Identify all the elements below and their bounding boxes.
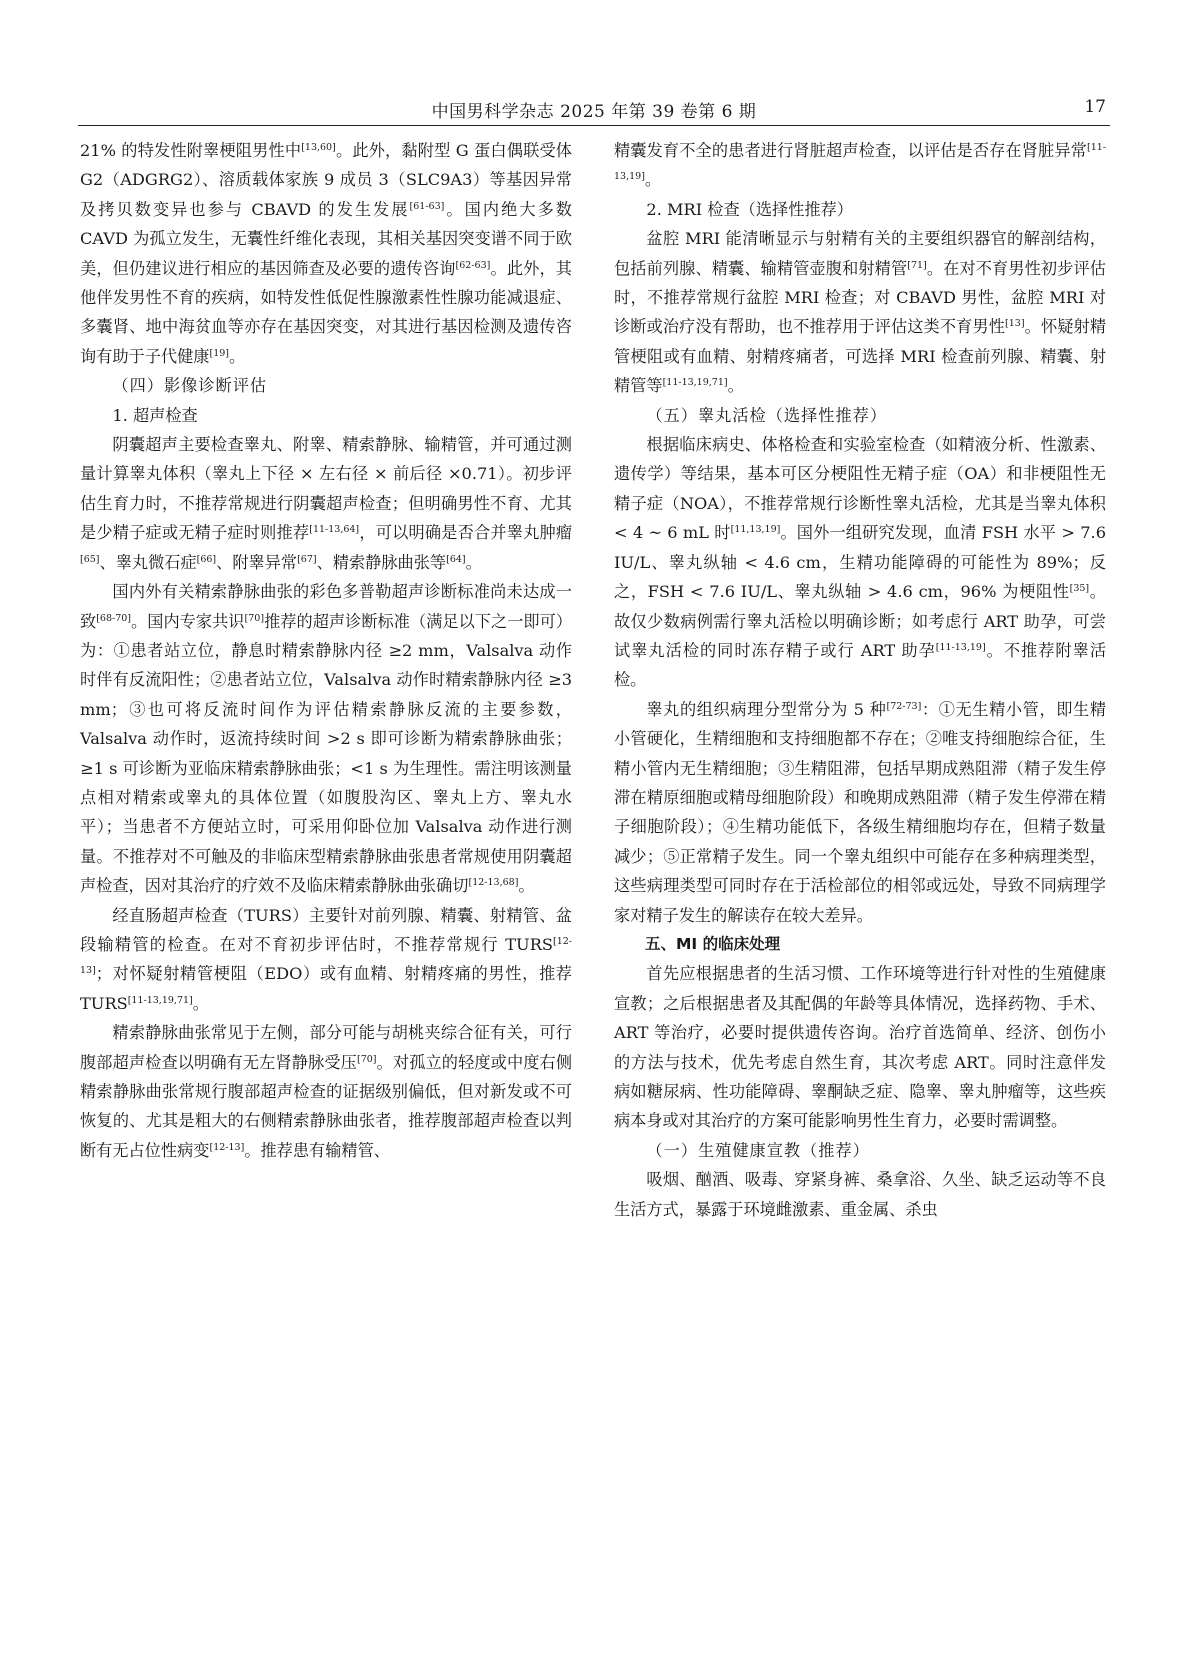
text-run: 。国外一组研究发现，血清 FSH 水平 > 7.6 IU/L、睾丸纵轴 < 4.6 cm，生精功能障碍的可能性为 89%；反之，FSH < 7.6 IU/L、睾丸纵轴 > 4.6 cm，96% 为梗阻性 [614, 523, 1106, 602]
paragraph [614, 136, 1106, 195]
paragraph [80, 1018, 572, 1165]
paragraph [614, 1165, 1106, 1224]
text-run: 。 [192, 993, 209, 1013]
citation-ref: [19] [209, 347, 230, 359]
citation-ref: [11-13,19,71] [662, 377, 728, 389]
text-run: （五）睾丸活检（选择性推荐） [646, 405, 888, 425]
text-run: 盆腔 MRI 能清晰显示与射精有关的主要组织器官的解剖结构，包括前列腺、精囊、输精管壶腹和射精管 [614, 229, 1106, 278]
text-run: 睾丸的组织病理分型常分为 5 种 [646, 699, 887, 719]
text-run: 、附睾异常 [216, 552, 298, 572]
text-run: 。 [518, 876, 535, 896]
citation-ref: [66] [196, 553, 217, 565]
citation-ref: [12-13] [80, 935, 572, 977]
text-run: 。此外，黏附型 G 蛋白偶联受体 G2（ADGRG2）、溶质载体家族 9 成员 3（SLC9A3）等基因异常及拷贝数变异也参与 CBAVD 的发生发展 [80, 141, 572, 219]
citation-ref: [12-13] [209, 1141, 245, 1153]
citation-ref: [11-13,19] [935, 641, 986, 653]
text-run: 21% 的特发性附睾梗阻男性中 [80, 141, 302, 160]
text-run: ，可以明确是否合并睾丸肿瘤 [359, 523, 573, 543]
section-heading [614, 1136, 1106, 1165]
text-run: 。国内专家共识 [131, 611, 245, 631]
text-run: （四）影像诊断评估 [112, 376, 268, 396]
citation-ref: [71] [907, 259, 927, 271]
citation-ref: [62-63] [455, 259, 491, 271]
citation-ref: [70] [356, 1053, 377, 1065]
paragraph [614, 695, 1106, 930]
journal-title: 中国男科学杂志 2025 年第 39 卷第 6 期 [431, 102, 757, 122]
citation-ref: [68-70] [96, 612, 132, 624]
text-run: 经直肠超声检查（TURS）主要针对前列腺、精囊、射精管、盆段输精管的检查。在对不育初步评估时，不推荐常规行 TURS [80, 905, 572, 954]
text-run: 精囊发育不全的患者进行肾脏超声检查，以评估是否存在肾脏异常 [614, 141, 1087, 160]
text-run: 、精索静脉曲张等 [316, 552, 447, 572]
paragraph [614, 430, 1106, 695]
paragraph [80, 430, 572, 577]
text-run: ；对怀疑射精管梗阻（EDO）或有血精、射精疼痛的男性，推荐 TURS [80, 964, 572, 1013]
right-column [614, 136, 1106, 1224]
text-run: 推荐的超声诊断标准（满足以下之一即可）为：①患者站立位，静息时精索静脉内径 ≥2 mm，Valsalva 动作时伴有反流阳性；②患者站立位，Valsalva 动作时精索静脉内径 ≥3 mm；③也可将反流时间作为评估精索静脉反流的主要参数，Valsalva 动作时，返流持续时间 >2 s 即可诊断为精索静脉曲张；≥1 s 可诊断为亚临床精索静脉曲张；<1 s 为生理性。需注明该测量点相对精索或睾丸的具体位置（如腹股沟区、睾丸上方、睾丸水平）；当患者不方便站立时，可采用仰卧位加 Valsalva 动作进行测量。不推荐对不可触及的非临床型精索静脉曲张患者常规使用阴囊超声检查，因对其治疗的疗效不及临床精索静脉曲张确切 [80, 611, 573, 896]
text-run: 。对孤立的轻度或中度右侧精索静脉曲张常规行腹部超声检查的证据级别偏低，但对新发或不可恢复的、尤其是粗大的右侧精索静脉曲张者，推荐腹部超声检查以判断有无占位性病变 [80, 1052, 573, 1160]
section-heading [80, 371, 572, 400]
citation-ref: [11-13,64] [309, 524, 360, 536]
paragraph [80, 136, 572, 371]
text-run: ：①无生精小管，即生精小管硬化，生精细胞和支持细胞都不存在；②唯支持细胞综合征，生精小管内无生精细胞；③生精阻滞，包括早期成熟阻滞（精子发生停滞在精原细胞或精母细胞阶段）和晚期成熟阻滞（精子发生停滞在精子细胞阶段）；④生精功能低下，各级生精细胞均存在，但精子数量减少；⑤正常精子发生。同一个睾丸组织中可能存在多种病理类型，这些病理类型可同时存在于活检部位的相邻或远处，导致不同病理学家对精子发生的解读存在较大差异。 [614, 699, 1107, 925]
citation-ref: [11-13,19,71] [127, 994, 193, 1006]
text-run: 。故仅少数病例需行睾丸活检以明确诊断；如考虑行 ART 助孕，可尝试睾丸活检的同时冻存精子或行 ART 助孕 [614, 582, 1106, 660]
paragraph [80, 901, 572, 1019]
text-run: 。在对不育男性初步评估时，不推荐常规行盆腔 MRI 检查；对 CBAVD 男性，盆腔 MRI 对诊断或治疗没有帮助，也不推荐用于评估这类不育男性 [614, 258, 1106, 337]
text-run: 国内外有关精索静脉曲张的彩色多普勒超声诊断标准尚未达成一致 [80, 582, 572, 631]
text-run: 。怀疑射精管梗阻或有血精、射精疼痛者，可选择 MRI 检查前列腺、精囊、射精管等 [614, 317, 1107, 396]
text-run: 。 [229, 346, 246, 366]
text-run: 阴囊超声主要检查睾丸、附睾、精索静脉、输精管，并可通过测量计算睾丸体积（睾丸上下径 × 左右径 × 前后径 ×0.71）。初步评估生育力时，不推荐常规进行阴囊超声检查；但明确男性不育、尤其是少精子症或无精子症时则推荐 [80, 435, 572, 543]
text-run: 。 [727, 376, 744, 396]
page-number: 17 [1084, 97, 1106, 117]
paragraph [614, 959, 1106, 1135]
text-run: 。不推荐附睾活检。 [614, 640, 1107, 690]
text-run: 。推荐患有输精管、 [244, 1140, 390, 1160]
text-run: 精索静脉曲张常见于左侧，部分可能与胡桃夹综合征有关，可行腹部超声检查以明确有无左肾静脉受压 [80, 1023, 572, 1072]
text-run: 吸烟、酗酒、吸毒、穿紧身裤、桑拿浴、久坐、缺乏运动等不良生活方式，暴露于环境雌激素、重金属、杀虫 [614, 1170, 1106, 1219]
citation-ref: [13,60] [301, 142, 336, 153]
text-run: 2. MRI 检查（选择性推荐） [646, 199, 853, 219]
text-run: （一）生殖健康宣教（推荐） [646, 1140, 870, 1160]
citation-ref: [61-63] [409, 200, 445, 212]
citation-ref: [64] [446, 553, 466, 565]
left-column [80, 136, 572, 1165]
section-heading [614, 930, 1106, 959]
paragraph [80, 577, 572, 900]
citation-ref: [70] [244, 612, 265, 624]
text-run: 。 [644, 170, 662, 190]
citation-ref: [11,13,19] [730, 524, 781, 536]
section-heading [614, 401, 1106, 430]
running-header [78, 95, 1110, 126]
section-heading [80, 401, 572, 430]
citation-ref: [12-13,68] [468, 877, 519, 889]
text-run: 五、MI 的临床处理 [645, 934, 781, 953]
text-run: 、睾丸微石症 [99, 552, 197, 572]
citation-ref: [72-73] [886, 700, 922, 712]
text-run: 。此外，其他伴发男性不育的疾病，如特发性低促性腺激素性性腺功能减退症、多囊肾、地中海贫血等亦存在基因突变，对其进行基因检测及遗传咨询有助于子代健康 [80, 258, 572, 366]
citation-ref: [67] [297, 553, 317, 565]
text-run: 根据临床病史、体格检查和实验室检查（如精液分析、性激素、遗传学）等结果，基本可区分梗阻性无精子症（OA）和非梗阻性无精子症（NOA），不推荐常规行诊断性睾丸活检，尤其是当睾丸体积 < 4 ~ 6 mL 时 [614, 435, 1106, 543]
text-run: 1. 超声检查 [112, 405, 198, 425]
citation-ref: [11-13,19] [614, 142, 1106, 183]
citation-ref: [13] [1005, 318, 1025, 330]
citation-ref: [65] [80, 553, 100, 565]
paragraph [614, 224, 1106, 400]
text-run: 。国内绝大多数 CAVD 为孤立发生，无囊性纤维化表现，其相关基因突变谱不同于欧美，但仍建议进行相应的基因筛查及必要的遗传咨询 [80, 199, 572, 278]
text-run: 首先应根据患者的生活习惯、工作环境等进行针对性的生殖健康宣教；之后根据患者及其配偶的年龄等具体情况，选择药物、手术、ART 等治疗，必要时提供遗传咨询。治疗首选简单、经济、创伤小的方法与技术，优先考虑自然生育，其次考虑 ART。同时注意伴发病如糖尿病、性功能障碍、睾酮缺乏症、隐睾、睾丸肿瘤等，这些疾病本身或对其治疗的方案可能影响男性生育力，必要时需调整。 [614, 964, 1106, 1131]
text-run: 。 [465, 552, 482, 572]
section-heading [614, 195, 1106, 224]
citation-ref: [35] [1069, 583, 1090, 595]
